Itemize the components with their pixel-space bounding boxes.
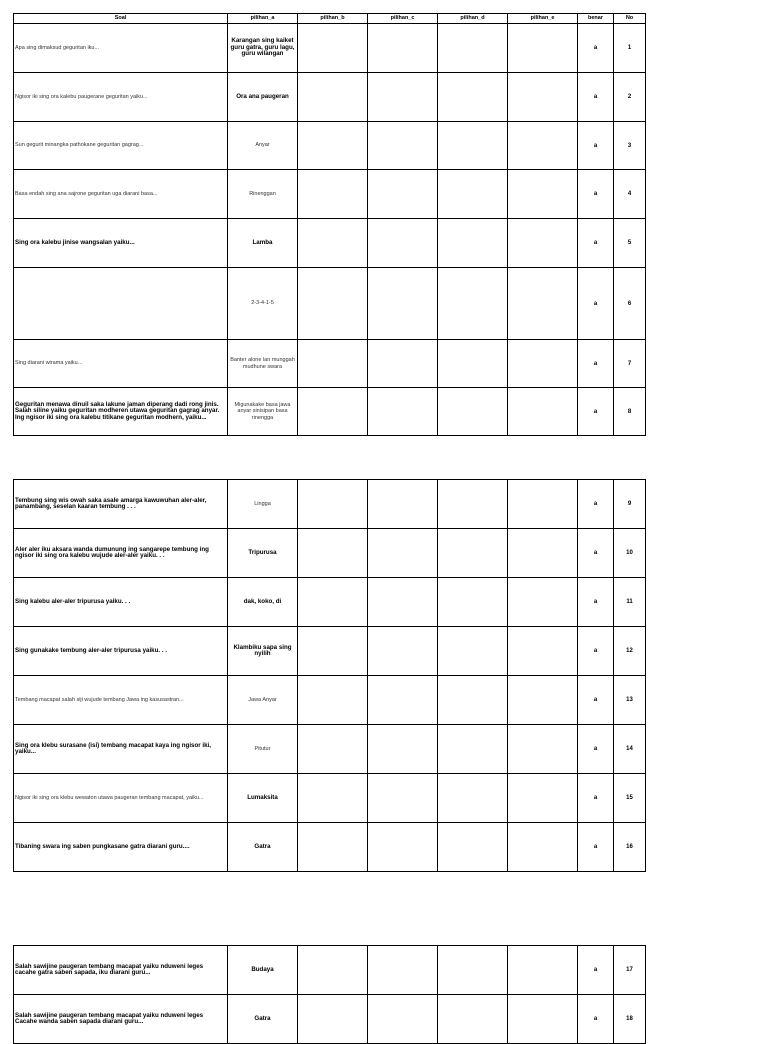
- answer-a-cell: dak, koko, di: [228, 578, 298, 627]
- answer-a-cell: Anyar: [228, 122, 298, 170]
- question-cell: Sing gunakake tembung aler-aler tripurusa yaiku. . .: [14, 627, 228, 676]
- answer-c-cell: [368, 170, 438, 219]
- table-row: [14, 480, 646, 529]
- answer-e-cell: [508, 676, 578, 725]
- table-row: [14, 170, 646, 219]
- number-cell: 8: [614, 388, 646, 436]
- answer-c-cell: [368, 268, 438, 340]
- answer-a-cell: Gatra: [228, 995, 298, 1044]
- answer-d-cell: [438, 268, 508, 340]
- answer-c-cell: [368, 725, 438, 774]
- number-cell: 3: [614, 122, 646, 170]
- table-row: [14, 388, 646, 436]
- correct-answer-cell: a: [578, 219, 614, 268]
- question-cell: Ngisor iki sing ora kalebu paugerane geguritan yaiku...: [14, 73, 228, 122]
- answer-b-cell: [298, 268, 368, 340]
- answer-d-cell: [438, 122, 508, 170]
- table-row: [14, 268, 646, 340]
- answer-a-cell: Gatra: [228, 823, 298, 872]
- table-row: [14, 73, 646, 122]
- number-cell: 17: [614, 946, 646, 995]
- correct-answer-cell: a: [578, 823, 614, 872]
- answer-b-cell: [298, 823, 368, 872]
- header-pilihan-d: pilihan_d: [438, 14, 508, 24]
- answer-a-cell: 2-3-4-1-5: [228, 268, 298, 340]
- question-cell: Ngisor iki sing ora klebu wewaton utawa paugeran tembang macapat, yaiku...: [14, 774, 228, 823]
- header-pilihan-a: pilihan_a: [228, 14, 298, 24]
- correct-answer-cell: a: [578, 725, 614, 774]
- number-cell: 16: [614, 823, 646, 872]
- question-table-1: [13, 13, 646, 436]
- answer-a-cell: Lamba: [228, 219, 298, 268]
- number-cell: 15: [614, 774, 646, 823]
- question-cell: Sing kalebu aler-aler tripurusa yaiku. . .: [14, 578, 228, 627]
- answer-e-cell: [508, 268, 578, 340]
- question-cell: Salah sawijine paugeran tembang macapat yaiku nduweni leges cacahe gatra saben sapada, iku diarani guru...: [14, 946, 228, 995]
- answer-d-cell: [438, 676, 508, 725]
- correct-answer-cell: a: [578, 578, 614, 627]
- number-cell: 2: [614, 73, 646, 122]
- correct-answer-cell: a: [578, 24, 614, 73]
- number-cell: 12: [614, 627, 646, 676]
- answer-b-cell: [298, 578, 368, 627]
- answer-a-cell: Karangan sing kaiket guru gatra, guru lagu, guru wilangan: [228, 24, 298, 73]
- correct-answer-cell: a: [578, 340, 614, 388]
- table-row: [14, 24, 646, 73]
- answer-a-cell: Banter alone lan munggah mudhune swara: [228, 340, 298, 388]
- answer-e-cell: [508, 774, 578, 823]
- correct-answer-cell: a: [578, 388, 614, 436]
- header-no: No: [614, 14, 646, 24]
- correct-answer-cell: a: [578, 480, 614, 529]
- answer-c-cell: [368, 774, 438, 823]
- header-benar: benar: [578, 14, 614, 24]
- question-table-2: [13, 479, 646, 872]
- answer-e-cell: [508, 725, 578, 774]
- answer-c-cell: [368, 676, 438, 725]
- answer-e-cell: [508, 480, 578, 529]
- number-cell: 1: [614, 24, 646, 73]
- answer-c-cell: [368, 340, 438, 388]
- question-cell: Aler aler iku aksara wanda dumunung ing sangarepe tembung ing ngisor iki sing ora kalebu wujude aler-aler yaiku. . .: [14, 529, 228, 578]
- answer-b-cell: [298, 24, 368, 73]
- question-cell: Sing diarani wirama yaiku...: [14, 340, 228, 388]
- answer-e-cell: [508, 529, 578, 578]
- answer-a-cell: Lumaksita: [228, 774, 298, 823]
- table-row: [14, 676, 646, 725]
- header-pilihan-b: pilihan_b: [298, 14, 368, 24]
- answer-d-cell: [438, 219, 508, 268]
- answer-d-cell: [438, 24, 508, 73]
- table-row: [14, 823, 646, 872]
- table-row: [14, 774, 646, 823]
- number-cell: 9: [614, 480, 646, 529]
- answer-e-cell: [508, 24, 578, 73]
- answer-b-cell: [298, 122, 368, 170]
- question-cell: Basa endah sing ana sajrone geguritan uga diarani basa...: [14, 170, 228, 219]
- correct-answer-cell: a: [578, 774, 614, 823]
- table-row: [14, 946, 646, 995]
- table-row: [14, 219, 646, 268]
- answer-e-cell: [508, 340, 578, 388]
- table-row: [14, 340, 646, 388]
- answer-e-cell: [508, 627, 578, 676]
- question-cell: Tembung sing wis owah saka asale amarga kawuwuhan aler-aler, panambang, seselan kaaran tembung . . .: [14, 480, 228, 529]
- table-row: [14, 529, 646, 578]
- correct-answer-cell: a: [578, 268, 614, 340]
- number-cell: 18: [614, 995, 646, 1044]
- question-cell: Tembang macapat salah siji wujude tembang Jawa ing kasusastran...: [14, 676, 228, 725]
- answer-c-cell: [368, 24, 438, 73]
- answer-c-cell: [368, 73, 438, 122]
- table-row: [14, 122, 646, 170]
- number-cell: 11: [614, 578, 646, 627]
- correct-answer-cell: a: [578, 73, 614, 122]
- answer-b-cell: [298, 170, 368, 219]
- answer-a-cell: Klambiku sapa sing nyilih: [228, 627, 298, 676]
- correct-answer-cell: a: [578, 170, 614, 219]
- answer-a-cell: Lingga: [228, 480, 298, 529]
- table-row: [14, 995, 646, 1044]
- answer-b-cell: [298, 480, 368, 529]
- answer-b-cell: [298, 774, 368, 823]
- answer-b-cell: [298, 995, 368, 1044]
- table-row: [14, 627, 646, 676]
- answer-b-cell: [298, 529, 368, 578]
- question-cell: Sun gegurit minangka pathokane geguritan gagrag...: [14, 122, 228, 170]
- number-cell: 10: [614, 529, 646, 578]
- answer-c-cell: [368, 627, 438, 676]
- answer-e-cell: [508, 388, 578, 436]
- answer-c-cell: [368, 995, 438, 1044]
- answer-d-cell: [438, 946, 508, 995]
- answer-c-cell: [368, 529, 438, 578]
- answer-e-cell: [508, 946, 578, 995]
- header-row: [14, 14, 646, 24]
- question-cell: Apa sing dimaksud geguritan iku...: [14, 24, 228, 73]
- answer-e-cell: [508, 995, 578, 1044]
- answer-e-cell: [508, 122, 578, 170]
- answer-e-cell: [508, 578, 578, 627]
- answer-d-cell: [438, 529, 508, 578]
- answer-b-cell: [298, 219, 368, 268]
- number-cell: 4: [614, 170, 646, 219]
- answer-c-cell: [368, 578, 438, 627]
- correct-answer-cell: a: [578, 676, 614, 725]
- answer-d-cell: [438, 340, 508, 388]
- header-soal: Soal: [14, 14, 228, 24]
- question-cell: [14, 268, 228, 340]
- answer-b-cell: [298, 627, 368, 676]
- answer-b-cell: [298, 725, 368, 774]
- question-cell: Sing ora klebu surasane (isi) tembang macapat kaya ing ngisor iki, yaiku...: [14, 725, 228, 774]
- question-cell: Tibaning swara ing saben pungkasane gatra diarani guru....: [14, 823, 228, 872]
- answer-b-cell: [298, 676, 368, 725]
- question-table-3: [13, 945, 646, 1044]
- header-pilihan-c: pilihan_c: [368, 14, 438, 24]
- table-row: [14, 578, 646, 627]
- number-cell: 13: [614, 676, 646, 725]
- answer-d-cell: [438, 823, 508, 872]
- answer-c-cell: [368, 480, 438, 529]
- answer-b-cell: [298, 946, 368, 995]
- answer-d-cell: [438, 774, 508, 823]
- answer-d-cell: [438, 725, 508, 774]
- question-cell: Sing ora kalebu jinise wangsalan yaiku...: [14, 219, 228, 268]
- answer-d-cell: [438, 627, 508, 676]
- answer-a-cell: Budaya: [228, 946, 298, 995]
- question-cell: Geguritan menawa dinuil saka lakune jaman diperang dadi rong jinis. Salah siline yaiku geguritan modheren utawa geguritan gagrag anyar. Ing ngisor iki sing ora kalebu titikane geguritan modhern, yaiku...: [14, 388, 228, 436]
- correct-answer-cell: a: [578, 995, 614, 1044]
- answer-c-cell: [368, 388, 438, 436]
- answer-c-cell: [368, 823, 438, 872]
- answer-e-cell: [508, 73, 578, 122]
- number-cell: 5: [614, 219, 646, 268]
- answer-c-cell: [368, 219, 438, 268]
- answer-c-cell: [368, 122, 438, 170]
- question-cell: Salah sawijine paugeran tembang macapat yaiku nduweni leges Cacahe wanda saben sapada diarani guru...: [14, 995, 228, 1044]
- correct-answer-cell: a: [578, 627, 614, 676]
- correct-answer-cell: a: [578, 946, 614, 995]
- correct-answer-cell: a: [578, 529, 614, 578]
- answer-d-cell: [438, 995, 508, 1044]
- answer-e-cell: [508, 219, 578, 268]
- answer-a-cell: Jawa Anyar: [228, 676, 298, 725]
- number-cell: 6: [614, 268, 646, 340]
- answer-d-cell: [438, 170, 508, 219]
- answer-a-cell: Tripurusa: [228, 529, 298, 578]
- answer-c-cell: [368, 946, 438, 995]
- answer-a-cell: Ora ana paugeran: [228, 73, 298, 122]
- answer-a-cell: Rinenggan: [228, 170, 298, 219]
- answer-a-cell: Pitutur: [228, 725, 298, 774]
- answer-b-cell: [298, 73, 368, 122]
- answer-d-cell: [438, 578, 508, 627]
- table-row: [14, 725, 646, 774]
- answer-d-cell: [438, 388, 508, 436]
- answer-d-cell: [438, 73, 508, 122]
- answer-d-cell: [438, 480, 508, 529]
- answer-b-cell: [298, 340, 368, 388]
- answer-e-cell: [508, 170, 578, 219]
- answer-e-cell: [508, 823, 578, 872]
- number-cell: 7: [614, 340, 646, 388]
- number-cell: 14: [614, 725, 646, 774]
- correct-answer-cell: a: [578, 122, 614, 170]
- answer-b-cell: [298, 388, 368, 436]
- header-pilihan-e: pilihan_e: [508, 14, 578, 24]
- answer-a-cell: Migunakake basa jawa anyar sinisipan basa rinengga: [228, 388, 298, 436]
